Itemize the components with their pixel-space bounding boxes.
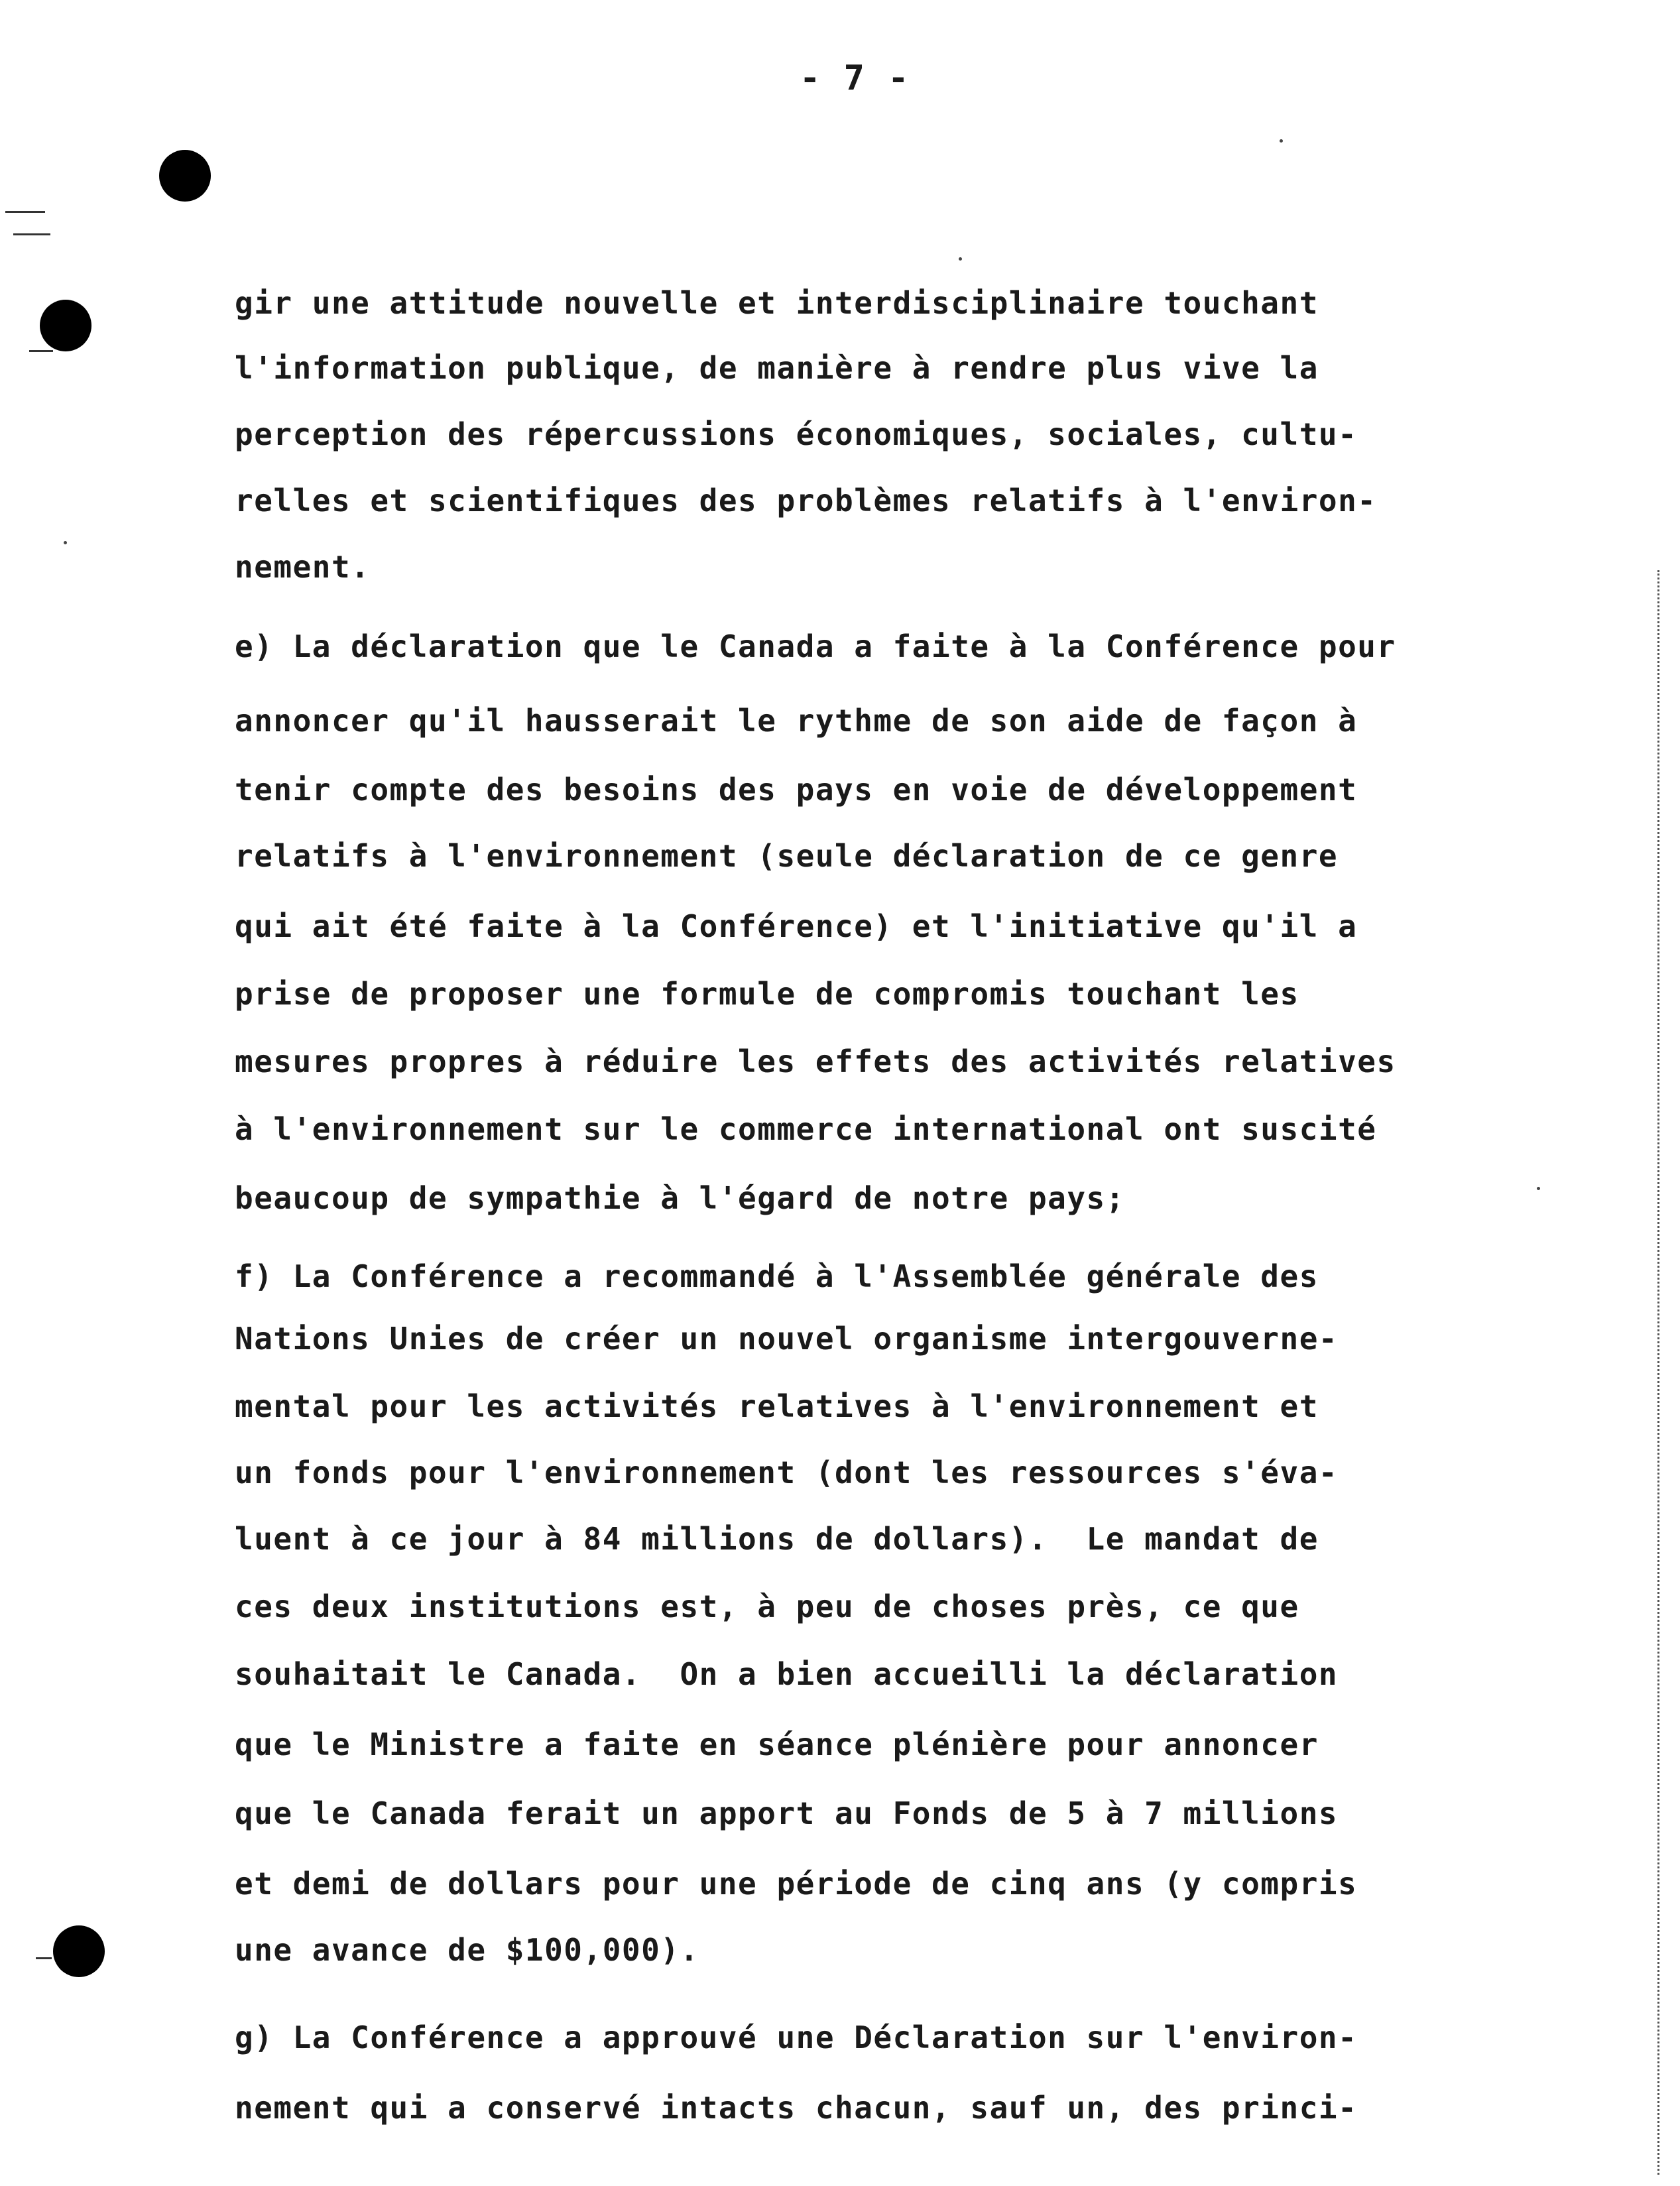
- punch-hole-bottom: [53, 1925, 105, 1977]
- text-line: que le Ministre a faite en séance plénière pour annoncer: [235, 1727, 1319, 1762]
- text-line: relatifs à l'environnement (seule déclaration de ce genre: [235, 838, 1339, 874]
- text-line: ces deux institutions est, à peu de choses près, ce que: [235, 1589, 1299, 1624]
- text-line: perception des répercussions économiques, sociales, cultu-: [235, 416, 1358, 452]
- text-line: une avance de $100,000).: [235, 1932, 699, 1968]
- text-line: l'information publique, de manière à rendre plus vive la: [235, 350, 1319, 386]
- speck: [1280, 139, 1283, 143]
- text-line: à l'environnement sur le commerce international ont suscité: [235, 1111, 1377, 1147]
- punch-hole-middle-top: [40, 300, 91, 351]
- speck: [959, 257, 962, 261]
- text-line: mental pour les activités relatives à l'environnement et: [235, 1388, 1319, 1424]
- text-line: et demi de dollars pour une période de cinq ans (y compris: [235, 1866, 1358, 1902]
- speck: [64, 541, 67, 544]
- text-line: Nations Unies de créer un nouvel organisme intergouverne-: [235, 1321, 1339, 1357]
- text-line: g) La Conférence a approuvé une Déclaration sur l'environ-: [235, 2020, 1358, 2055]
- text-line: prise de proposer une formule de compromis touchant les: [235, 976, 1299, 1012]
- text-line: tenir compte des besoins des pays en voie de développement: [235, 772, 1358, 808]
- text-line: beaucoup de sympathie à l'égard de notre pays;: [235, 1180, 1125, 1216]
- margin-mark: [13, 233, 50, 235]
- text-line: nement.: [235, 549, 371, 585]
- text-line: souhaitait le Canada. On a bien accueilli la déclaration: [235, 1656, 1339, 1692]
- right-edge-scan-marks: [1657, 570, 1673, 2175]
- text-line: luent à ce jour à 84 millions de dollars). Le mandat de: [235, 1521, 1319, 1557]
- margin-mark: [29, 350, 53, 352]
- margin-mark: [36, 1957, 52, 1959]
- text-line: mesures propres à réduire les effets des activités relatives: [235, 1044, 1396, 1079]
- speck: [1537, 1187, 1540, 1190]
- text-line: un fonds pour l'environnement (dont les ressources s'éva-: [235, 1455, 1339, 1490]
- punch-hole-top: [159, 150, 211, 202]
- text-line: relles et scientifiques des problèmes relatifs à l'environ-: [235, 483, 1377, 518]
- text-line: nement qui a conservé intacts chacun, sauf un, des princi-: [235, 2090, 1358, 2126]
- text-line: f) La Conférence a recommandé à l'Assemblée générale des: [235, 1258, 1319, 1294]
- text-line: que le Canada ferait un apport au Fonds de 5 à 7 millions: [235, 1795, 1339, 1831]
- page-number: - 7 -: [800, 58, 910, 98]
- text-line: annoncer qu'il hausserait le rythme de son aide de façon à: [235, 703, 1358, 739]
- text-line: qui ait été faite à la Conférence) et l'initiative qu'il a: [235, 908, 1358, 944]
- margin-mark: [5, 211, 45, 213]
- text-line: gir une attitude nouvelle et interdisciplinaire touchant: [235, 285, 1319, 321]
- text-line: e) La déclaration que le Canada a faite à la Conférence pour: [235, 629, 1396, 664]
